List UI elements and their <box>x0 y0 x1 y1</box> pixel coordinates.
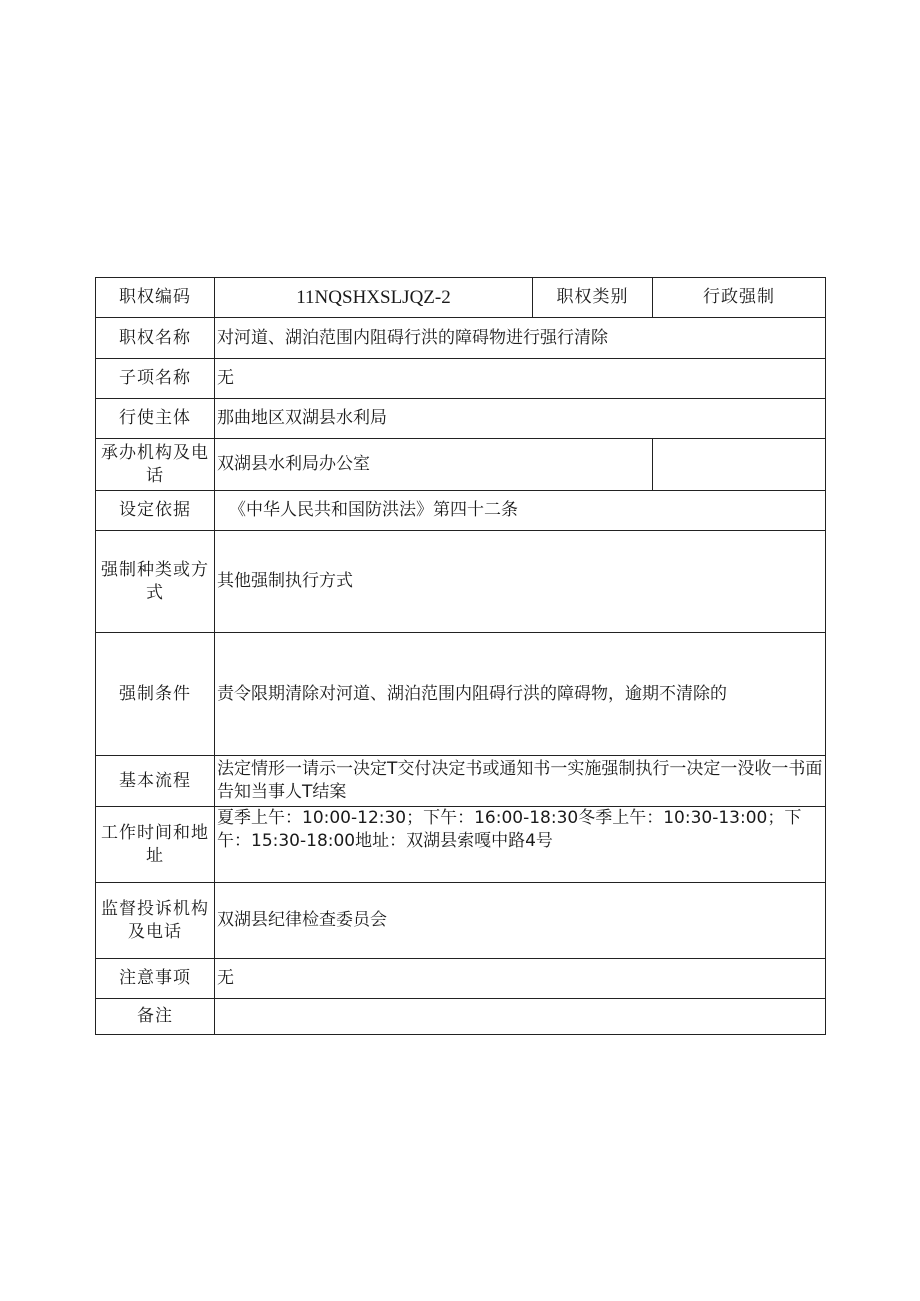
row-worktime <box>96 807 826 883</box>
subitem-value: 无 <box>215 359 826 399</box>
supervision-value: 双湖县纪律检查委员会 <box>215 883 826 959</box>
row-remarks <box>96 999 826 1035</box>
subitem-label: 子项名称 <box>96 359 215 399</box>
row-type <box>96 531 826 633</box>
code-value: 11NQSHXSLJQZ-2 <box>215 278 533 318</box>
row-name <box>96 318 826 359</box>
row-subject <box>96 399 826 439</box>
category-label: 职权类别 <box>533 278 653 318</box>
type-label: 强制种类或方式 <box>96 531 215 633</box>
authority-info-table <box>95 277 826 1035</box>
row-basis <box>96 491 826 531</box>
remarks-label: 备注 <box>96 999 215 1035</box>
category-value: 行政强制 <box>653 278 826 318</box>
subject-value: 那曲地区双湖县水利局 <box>215 399 826 439</box>
office-label: 承办机构及电话 <box>96 439 215 491</box>
row-code <box>96 278 826 318</box>
condition-value: 责令限期清除对河道、湖泊范围内阻碍行洪的障碍物，逾期不清除的 <box>215 633 826 756</box>
code-label: 职权编码 <box>96 278 215 318</box>
process-label: 基本流程 <box>96 756 215 807</box>
type-value: 其他强制执行方式 <box>215 531 826 633</box>
subject-label: 行使主体 <box>96 399 215 439</box>
office-phone <box>653 439 826 491</box>
row-subitem <box>96 359 826 399</box>
basis-value: 《中华人民共和国防洪法》第四十二条 <box>215 491 826 531</box>
row-supervision <box>96 883 826 959</box>
office-value: 双湖县水利局办公室 <box>215 439 653 491</box>
basis-label: 设定依据 <box>96 491 215 531</box>
worktime-label: 工作时间和地址 <box>96 807 215 883</box>
notes-value: 无 <box>215 959 826 999</box>
row-process <box>96 756 826 807</box>
worktime-value: 夏季上午：10:00-12:30；下午：16:00-18:30冬季上午：10:30-13:00；下午：15:30-18:00地址：双湖县索嘎中路4号 <box>215 807 826 883</box>
notes-label: 注意事项 <box>96 959 215 999</box>
name-value: 对河道、湖泊范围内阻碍行洪的障碍物进行强行清除 <box>215 318 826 359</box>
supervision-label: 监督投诉机构及电话 <box>96 883 215 959</box>
name-label: 职权名称 <box>96 318 215 359</box>
row-office <box>96 439 826 491</box>
process-value: 法定情形一请示一决定T交付决定书或通知书一实施强制执行一决定一没收一书面告知当事人T结案 <box>215 756 826 807</box>
row-condition <box>96 633 826 756</box>
condition-label: 强制条件 <box>96 633 215 756</box>
row-notes <box>96 959 826 999</box>
remarks-value <box>215 999 826 1035</box>
